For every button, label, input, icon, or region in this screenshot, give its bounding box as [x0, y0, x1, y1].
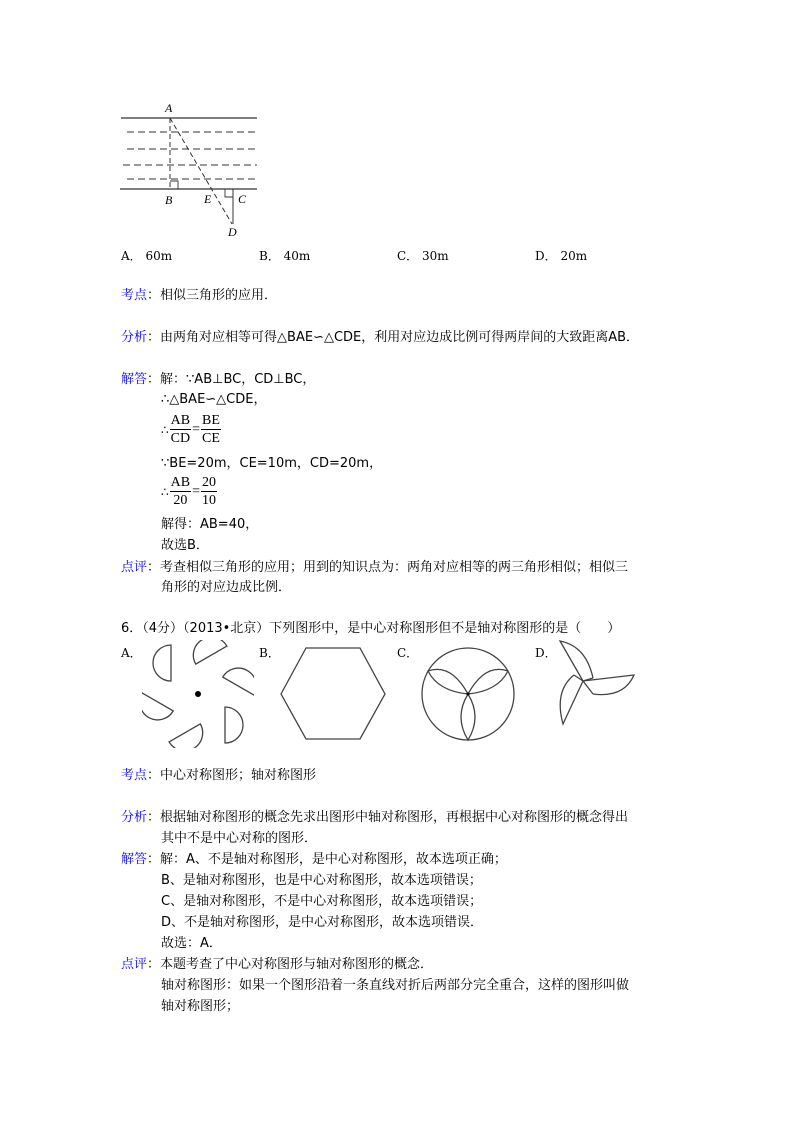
q6-dianping-line1 [121, 957, 433, 973]
equals-sign: = [192, 483, 200, 499]
label-sep: ： [147, 560, 161, 575]
q6-dianping-line2: 轴对称图形：如果一个图形沿着一条直线对折后两部分完全重合，这样的图形叫做 [161, 978, 630, 993]
q6-fenxi-line1 [121, 810, 628, 826]
label-sep: ： [147, 768, 161, 783]
jieda-text: 解：A、不是轴对称图形，是中心对称图形，故本选项正确； [160, 852, 507, 867]
fenxi-label: 分析 [121, 810, 148, 825]
jieda-label: 解答 [121, 852, 148, 867]
denominator: 10 [202, 493, 216, 508]
equals-sign: = [192, 421, 200, 437]
numerator: 20 [202, 475, 216, 490]
q5-jieda-line2: ∴△BAE∽△CDE， [161, 392, 267, 407]
jieda-label: 解答 [121, 372, 148, 387]
dianping-text: 考查相似三角形的应用；用到的知识点为：两角对应相等的两三角形相似；相似三 [160, 560, 629, 575]
q5-option-d [535, 247, 587, 264]
q5-jieda-line4: ∵BE=20m，CE=10m，CD=20m， [161, 456, 383, 471]
denominator: CD [170, 431, 191, 446]
q5-jieda-fraction1 [161, 412, 221, 447]
therefore-symbol: ∴ [161, 484, 169, 499]
option-key: B． [259, 249, 280, 263]
option-value: 30m [422, 249, 449, 263]
numerator: AB [170, 475, 191, 490]
fraction-be-ce [201, 412, 221, 447]
denominator: 20 [173, 493, 188, 508]
q5-jieda-fraction2 [161, 474, 217, 509]
label-sep: ： [147, 852, 161, 867]
kaodian-label: 考点 [121, 768, 148, 783]
fenxi-label: 分析 [121, 330, 148, 345]
q6-option-d-label: D． [535, 646, 557, 660]
fenxi-text: 根据轴对称图形的概念先求出图形中轴对称图形，再根据中心对称图形的概念得出 [160, 810, 629, 825]
denominator: CE [202, 431, 220, 446]
q6-fenxi-line2: 其中不是中心对称的图形． [161, 831, 318, 846]
jieda-text: 解：∵AB⊥BC，CD⊥BC， [160, 372, 316, 387]
similar-triangles-river-figure [115, 98, 265, 243]
q6-jieda-line1 [121, 852, 507, 868]
label-sep: ： [147, 810, 161, 825]
figure-c-circle-lenses-icon [418, 640, 518, 746]
option-key: C． [397, 249, 419, 263]
option-value: 40m [283, 249, 311, 263]
figure-a-pinwheel-icon [142, 640, 254, 748]
label-sep: ： [147, 288, 161, 303]
option-value: 20m [560, 249, 588, 263]
q6-jieda-line5: 故选：A． [161, 936, 222, 951]
point-label-c: C [238, 192, 247, 206]
q5-dianping-line1 [121, 560, 628, 576]
q6-jieda-line3: C、是轴对称图形，不是中心对称图形，故本选项错误； [161, 894, 483, 909]
numerator: AB [170, 413, 191, 428]
q5-jieda-line6: 解得：AB=40， [161, 517, 259, 532]
q5-jieda-line1 [121, 372, 315, 388]
q6-jieda-line2: B、是轴对称图形，也是中心对称图形，故本选项错误； [161, 873, 482, 888]
q5-dianping-line2: 角形的对应边成比例． [161, 580, 292, 595]
q6-jieda-line4: D、不是轴对称图形，是中心对称图形，故本选项错误． [161, 915, 484, 930]
point-label-a: A [165, 101, 173, 115]
q5-kaodian [121, 288, 277, 304]
q5-option-c [397, 247, 449, 264]
q6-kaodian [121, 768, 316, 784]
fenxi-text: 由两角对应相等可得△BAE∽△CDE，利用对应边成比例可得两岸间的大致距离AB． [160, 330, 640, 345]
q5-fenxi [121, 330, 639, 346]
label-sep: ： [147, 957, 161, 972]
kaodian-label: 考点 [121, 288, 148, 303]
dianping-label: 点评 [121, 560, 148, 575]
dianping-text: 本题考查了中心对称图形与轴对称图形的概念． [160, 957, 434, 972]
point-label-d: D [228, 225, 237, 239]
kaodian-text: 中心对称图形；轴对称图形 [160, 768, 317, 783]
kaodian-text: 相似三角形的应用． [160, 288, 278, 303]
label-sep: ： [147, 330, 161, 345]
q6-option-b-label: B． [259, 646, 280, 660]
q5-option-a [121, 247, 172, 264]
fraction-20-10 [201, 474, 217, 509]
fraction-ab-cd [170, 412, 191, 447]
q6-question: 6．（4分）（2013•北京）下列图形中，是中心对称图形但不是轴对称图形的是（ ） [121, 621, 621, 636]
therefore-symbol: ∴ [161, 422, 169, 437]
figure-b-hexagon-icon [272, 645, 397, 741]
q6-option-a-label: A． [121, 646, 142, 660]
q5-option-b [259, 247, 310, 264]
q5-jieda-line7: 故选B． [161, 538, 209, 553]
dianping-label: 点评 [121, 957, 148, 972]
point-label-b: B [165, 193, 173, 207]
fraction-ab-20 [170, 474, 191, 509]
q6-option-c-label: C． [397, 646, 419, 660]
option-key: A． [121, 249, 142, 263]
numerator: BE [202, 413, 220, 428]
q6-dianping-line3: 轴对称图形； [161, 999, 240, 1014]
figure-d-propeller-icon [552, 636, 642, 726]
option-value: 60m [145, 249, 173, 263]
point-label-e: E [204, 192, 212, 206]
option-key: D． [535, 249, 557, 263]
label-sep: ： [147, 372, 161, 387]
